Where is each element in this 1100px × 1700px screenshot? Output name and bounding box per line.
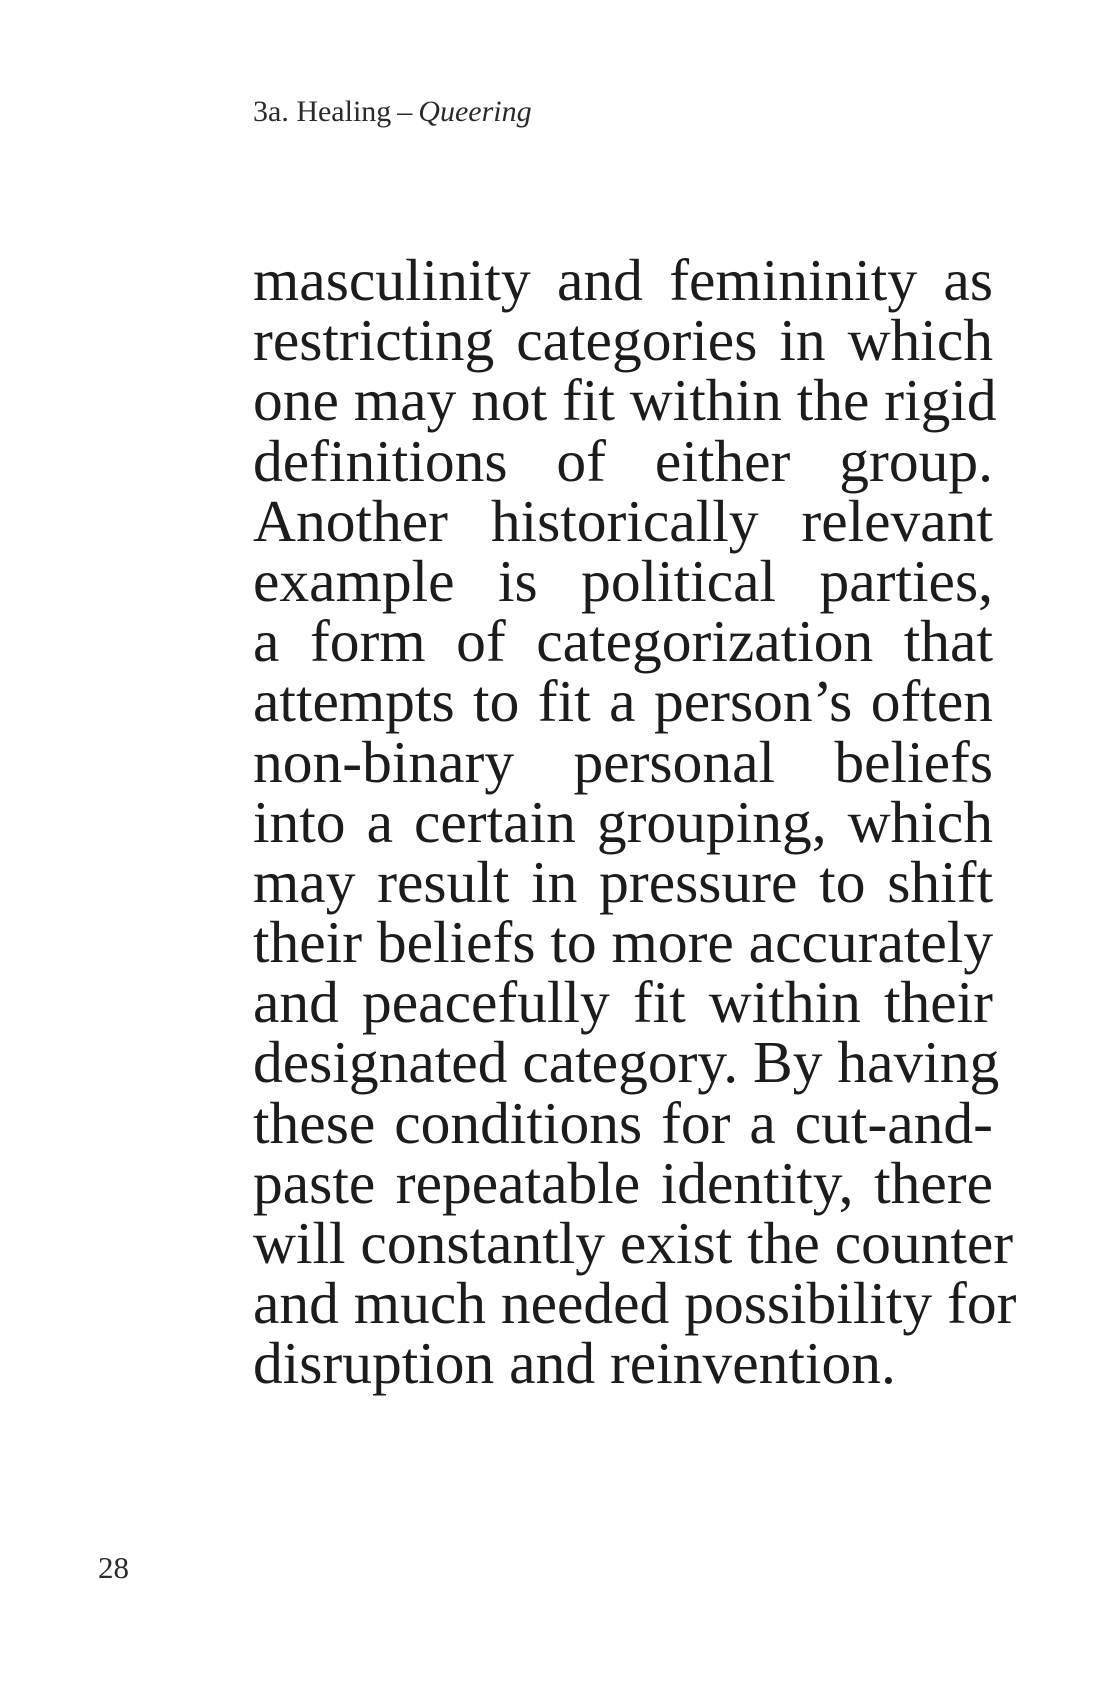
page-number: 28 (98, 1550, 129, 1585)
text-line: example is political parties, (253, 547, 993, 614)
text-line: Another historically relevant (253, 487, 993, 554)
text-line: and peacefully fit within their (253, 969, 993, 1036)
text-line: restricting categories in which (253, 307, 993, 374)
text-line: definitions of either group. (253, 427, 993, 494)
text-line: one may not fit within the rigid (253, 367, 997, 434)
text-line: attempts to fit a person’s often (253, 668, 993, 735)
text-line: may result in pressure to shift (253, 848, 993, 915)
body-paragraph (253, 247, 1017, 1397)
text-line: masculinity and femininity as (253, 247, 993, 313)
header-subtitle: Queering (418, 95, 532, 128)
text-line: will constantly exist the counter (253, 1210, 1014, 1276)
text-line: a form of categorization that (253, 608, 993, 675)
header-separator: – (397, 95, 413, 128)
text-line: paste repeatable identity, there (253, 1149, 993, 1216)
text-line: and much needed possibility for (253, 1270, 1017, 1337)
text-line: non-binary personal beliefs (253, 728, 993, 795)
text-line: designated category. By having (253, 1029, 1000, 1096)
text-line-last: disruption and reinvention. (253, 1330, 896, 1397)
text-line: their beliefs to more accurately (253, 909, 994, 976)
header-section-title: 3a. Healing (253, 95, 392, 128)
text-line: into a certain grouping, which (253, 788, 993, 855)
text-line: these conditions for a cut-and- (253, 1089, 993, 1156)
running-header (253, 92, 532, 132)
